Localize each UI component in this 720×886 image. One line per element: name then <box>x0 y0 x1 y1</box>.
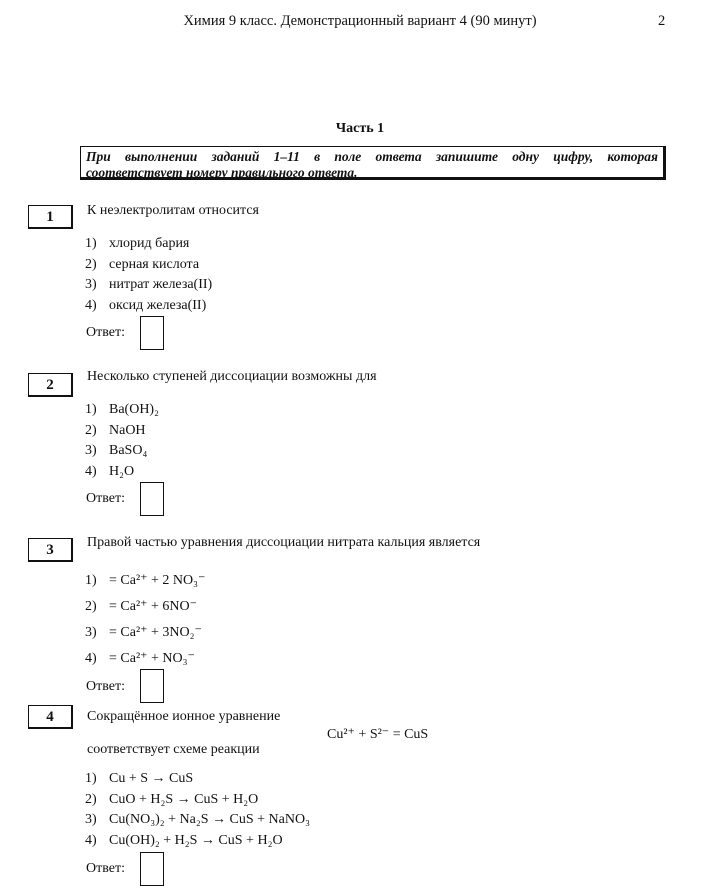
option <box>85 650 195 667</box>
option <box>85 423 146 439</box>
option-number: 1) <box>85 573 97 588</box>
option <box>85 257 199 273</box>
answer-label: Ответ: <box>86 491 125 506</box>
option-number: 2) <box>85 599 97 614</box>
option <box>85 443 147 459</box>
option-text: нитрат железа(II) <box>109 277 213 292</box>
instruction-line: соответствует номеру правильного ответа. <box>86 165 358 180</box>
option-text: CuO + H₂S → CuS + H₂O <box>109 792 259 807</box>
option <box>85 598 197 615</box>
option <box>85 572 205 589</box>
page-header-title: Химия 9 класс. Демонстрационный вариант 4 (90 минут) <box>183 13 537 29</box>
option-number: 1) <box>85 402 97 417</box>
option-number: 2) <box>85 423 97 438</box>
option-number: 1) <box>85 236 97 251</box>
answer-label: Ответ: <box>86 325 125 340</box>
option-text: Cu(NO₃)₂ + Na₂S → CuS + NaNO₃ <box>109 812 310 827</box>
option <box>85 624 202 641</box>
option <box>85 833 283 849</box>
option-text: хлорид бария <box>109 236 190 251</box>
option-number: 4) <box>85 833 97 848</box>
option <box>85 771 193 787</box>
question-number: 2 <box>28 373 73 397</box>
option-text: Cu(OH)₂ + H₂S → CuS + H₂O <box>109 833 283 848</box>
option-text: = Ca²⁺ + 6NO⁻ <box>109 599 198 614</box>
option-text: серная кислота <box>109 257 200 272</box>
answer-input-box[interactable] <box>140 669 164 703</box>
option-text: = Ca²⁺ + 3NO₂⁻ <box>109 625 202 640</box>
option-number: 4) <box>85 464 97 479</box>
question-text: Несколько ступеней диссоциации возможны для <box>87 369 377 384</box>
answer-input-box[interactable] <box>140 316 164 350</box>
answer-label: Ответ: <box>86 679 125 694</box>
page-number: 2 <box>658 13 666 29</box>
instruction-box <box>80 146 666 180</box>
option <box>85 812 310 828</box>
answer-input-box[interactable] <box>140 852 164 886</box>
question-text: Правой частью уравнения диссоциации нитрата кальция является <box>87 535 481 550</box>
answer-input-box[interactable] <box>140 482 164 516</box>
option-number: 4) <box>85 298 97 313</box>
part-title: Часть 1 <box>335 121 385 136</box>
question-number: 4 <box>28 705 73 729</box>
option-number: 3) <box>85 812 97 827</box>
option-number: 2) <box>85 792 97 807</box>
option-text: = Ca²⁺ + 2 NO₃⁻ <box>109 573 206 588</box>
option <box>85 277 212 293</box>
option <box>85 236 189 252</box>
option-number: 3) <box>85 277 97 292</box>
option-text: Ba(OH)₂ <box>109 402 159 417</box>
option <box>85 298 206 314</box>
ionic-equation: Cu²⁺ + S²⁻ = CuS <box>327 727 429 742</box>
option <box>85 402 159 418</box>
question-number: 1 <box>28 205 73 229</box>
instruction-line: При выполнении заданий 1–11 в поле ответа запишите одну цифру, которая <box>86 149 658 164</box>
option-text: оксид железа(II) <box>109 298 207 313</box>
option <box>85 792 258 808</box>
question-number: 3 <box>28 538 73 562</box>
question-text-continued: соответствует схеме реакции <box>87 742 260 757</box>
question-text: Сокращённое ионное уравнение <box>87 709 281 724</box>
option-text: BaSO₄ <box>109 443 148 458</box>
option-number: 1) <box>85 771 97 786</box>
option-number: 3) <box>85 443 97 458</box>
option-text: H₂O <box>109 464 135 479</box>
option-text: NaOH <box>109 423 146 438</box>
option-number: 3) <box>85 625 97 640</box>
option <box>85 464 134 480</box>
question-text: К неэлектролитам относится <box>87 203 259 218</box>
option-text: Cu + S → CuS <box>109 771 194 786</box>
option-number: 4) <box>85 651 97 666</box>
option-text: = Ca²⁺ + NO₃⁻ <box>109 651 195 666</box>
option-number: 2) <box>85 257 97 272</box>
answer-label: Ответ: <box>86 861 125 876</box>
